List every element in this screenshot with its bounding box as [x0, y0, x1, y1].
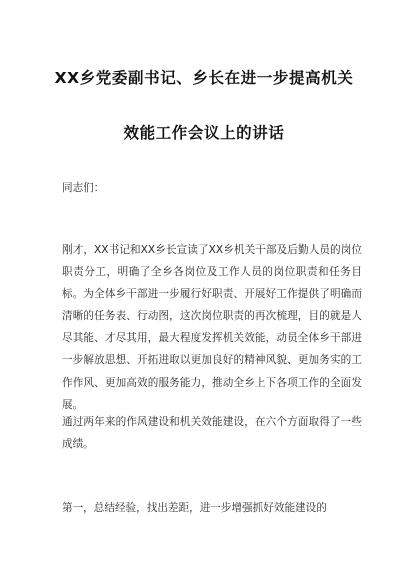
body-paragraph-1: 刚才，XX书记和XX乡长宣读了XX乡机关干部及后勤人员的岗位职责分工，明确了全乡各岗位及工作人员的岗位职责和任务目标。为全体乡干部进一步履行好职责、开展好工作提供了明确而清晰的任务表、行动图，这次岗位职责的再次梳理，目的就是人尽其能、才尽其用，最大程度发挥机关效能，动员全体乡干部进一步解放思想、开拓进取以更加良好的精神风貌、更加务实的工作作风、更加高效的服务能力，推动全乡上下各项工作的全面发展。 [62, 244, 362, 411]
document-title-line-2: 效能工作会议上的讲话 [123, 124, 285, 142]
body-paragraph-3: 第一，总结经验，找出差距，进一步增强抓好效能建设的 [62, 502, 327, 514]
document-title-line-1: XX乡党委副书记、乡长在进一步提高机关 [54, 69, 354, 87]
greeting: 同志们： [62, 182, 105, 194]
body-paragraph-2: 通过两年来的作风建设和机关效能建设，在六个方面取得了一些成绩。 [62, 416, 362, 451]
